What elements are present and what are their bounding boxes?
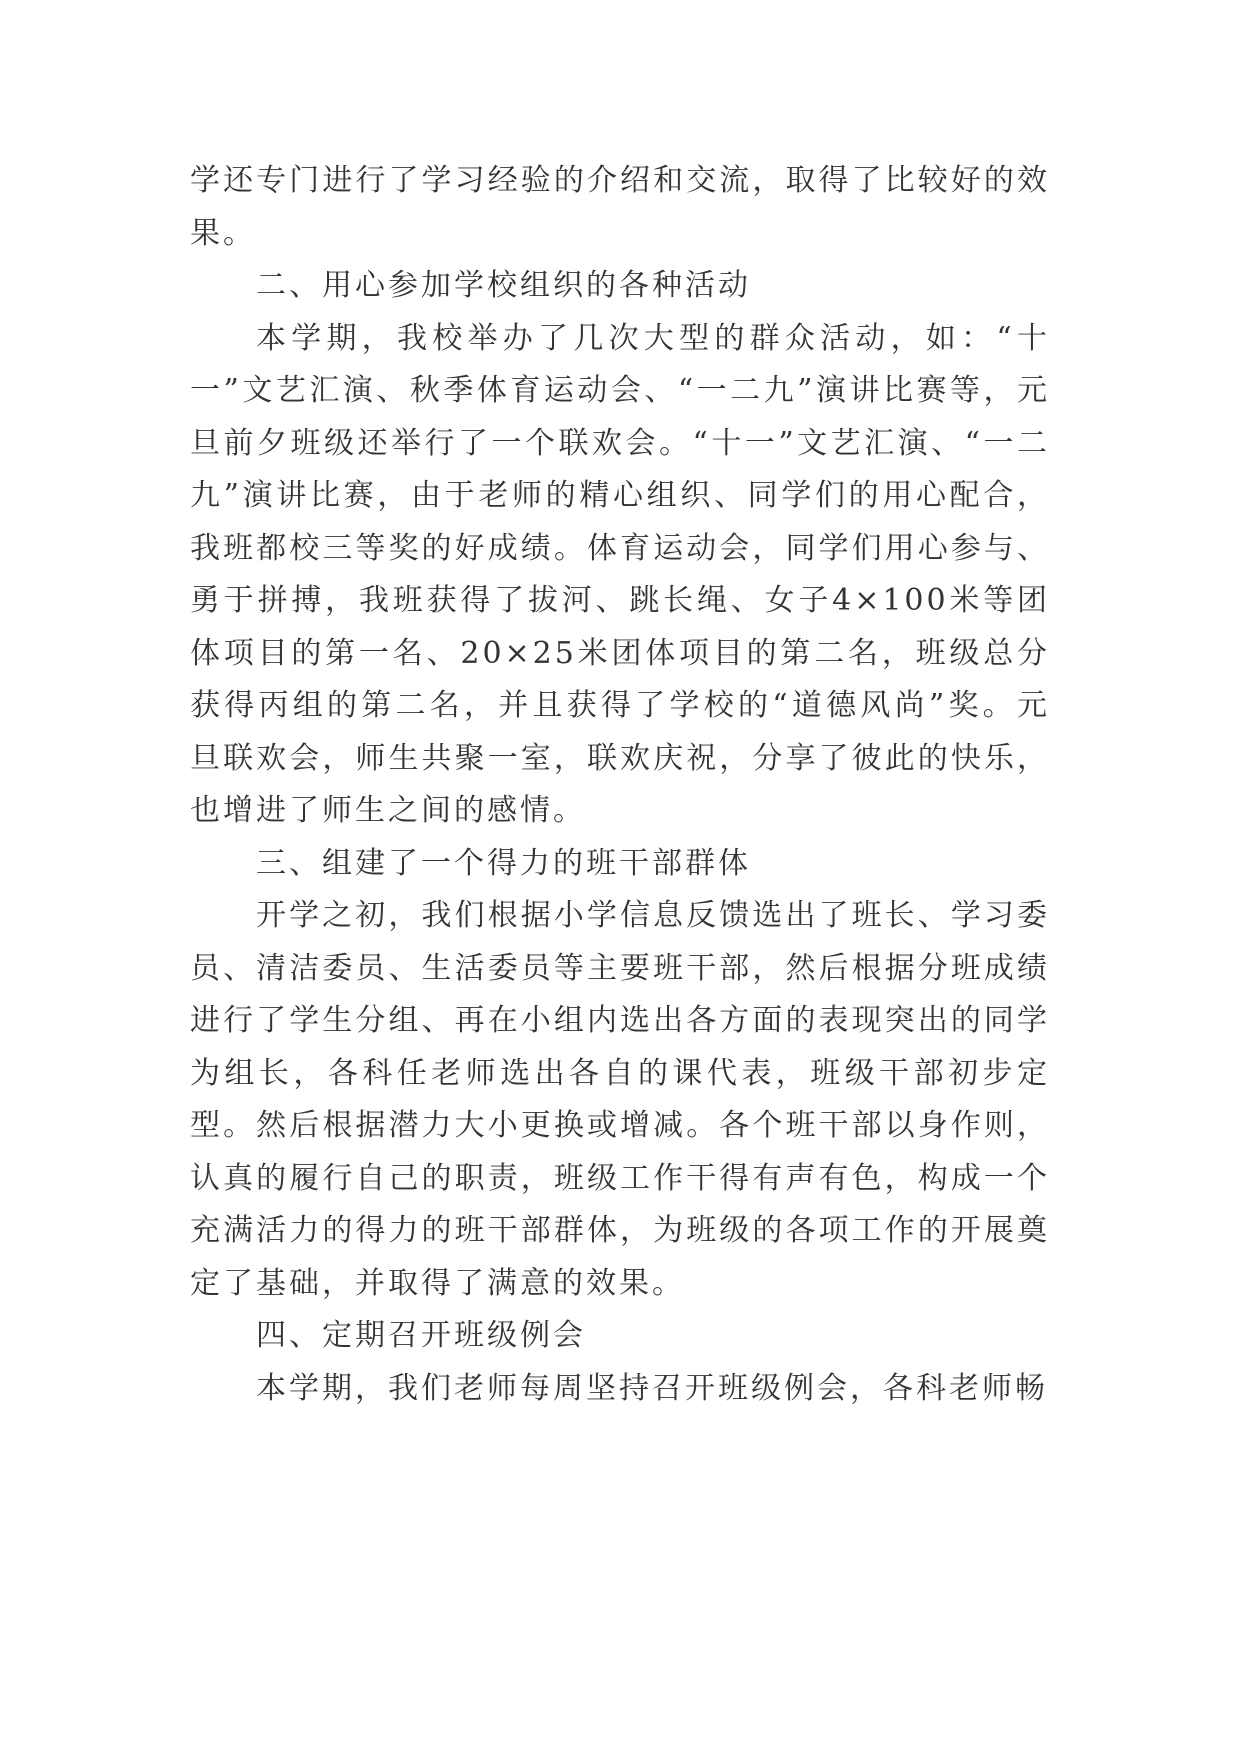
paragraph-class-cadres: 开学之初，我们根据小学信息反馈选出了班长、学习委员、清洁委员、生活委员等主要班干部，然后根据分班成绩进行了学生分组、再在小组内选出各方面的表现突出的同学为组长，各科任老师选出各自的课代表，班级干部初步定型。然后根据潜力大小更换或增减。各个班干部以身作则，认真的履行自己的职责，班级工作干得有声有色，构成一个充满活力的得力的班干部群体，为班级的各项工作的开展奠定了基础，并取得了满意的效果。 xyxy=(190,898,1050,1301)
section-heading-class-meetings: 四、定期召开班级例会 xyxy=(256,1318,586,1353)
paragraph-activities: 本学期，我校举办了几次大型的群众活动，如：“十一”文艺汇演、秋季体育运动会、“一二九”演讲比赛等，元旦前夕班级还举行了一个联欢会。“十一”文艺汇演、“一二九”演讲比赛，由于老师的精心组织、同学们的用心配合，我班都校三等奖的好成绩。体育运动会，同学们用心参与、勇于拼搏，我班获得了拔河、跳长绳、女子4×100米等团体项目的第一名、20×25米团体项目的第二名，班级总分获得丙组的第二名，并且获得了学校的“道德风尚”奖。元旦联欢会，师生共聚一室，联欢庆祝，分享了彼此的快乐，也增进了师生之间的感情。 xyxy=(190,320,1050,828)
section-heading-activities: 二、用心参加学校组织的各种活动 xyxy=(256,268,751,303)
paragraph-continuation: 学还专门进行了学习经验的介绍和交流，取得了比较好的效果。 xyxy=(190,163,1050,251)
document-body xyxy=(190,155,1050,1415)
section-heading-class-cadres: 三、组建了一个得力的班干部群体 xyxy=(256,845,751,881)
paragraph-class-meetings: 本学期，我们老师每周坚持召开班级例会，各科老师畅 xyxy=(256,1370,1048,1406)
